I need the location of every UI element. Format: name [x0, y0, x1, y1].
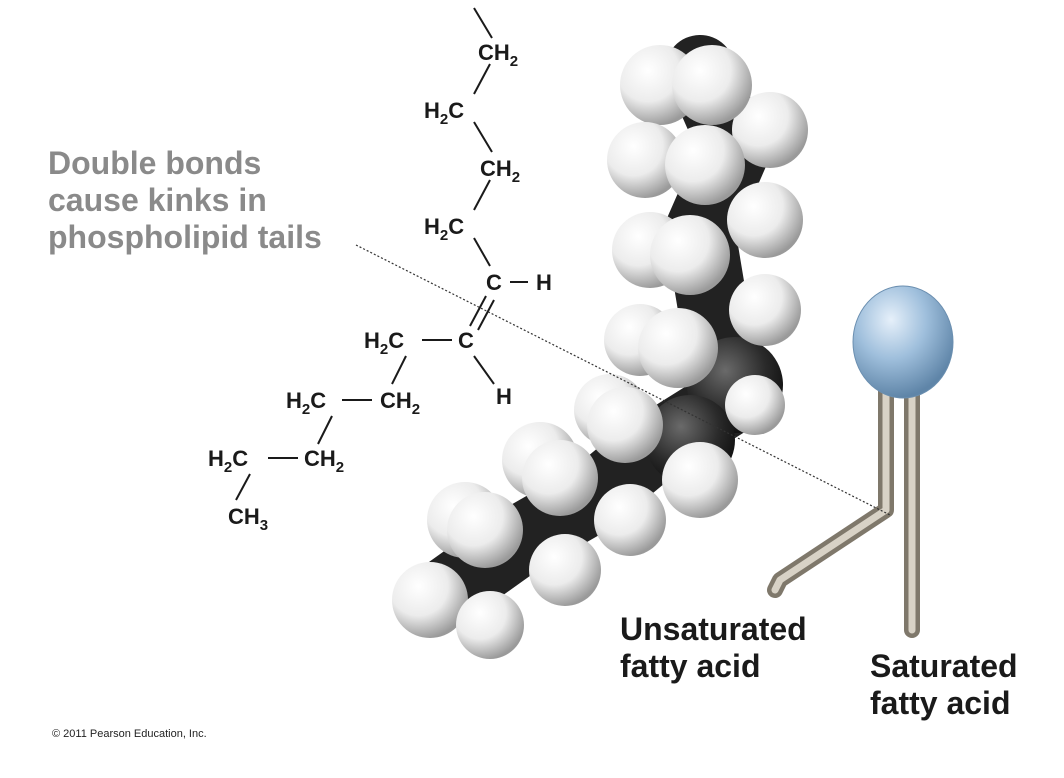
label-line: Saturated [870, 648, 1018, 684]
hydrogen-atom [729, 274, 801, 346]
bond [474, 356, 494, 384]
phospholipid-head [853, 286, 953, 398]
atom-label-h2c: $H_2C$ [208, 446, 249, 476]
atom-label-h2c: $H_2C$ [364, 328, 405, 358]
unsaturated-fatty-acid-label [620, 611, 807, 685]
atom-label-ch2: $CH_2$ [478, 40, 519, 70]
label-line: Unsaturated [620, 611, 807, 647]
atom-label-ch2: $CH_2$ [304, 446, 345, 476]
hydrogen-atom [665, 125, 745, 205]
phospholipid-icon [775, 286, 953, 630]
bond [474, 8, 492, 38]
callout-line: cause kinks in [48, 182, 267, 218]
hydrogen-atom [447, 492, 523, 568]
callout-line: phospholipid tails [48, 219, 322, 255]
callout-line: Double bonds [48, 145, 262, 181]
hydrogen-atom [672, 45, 752, 125]
saturated-fatty-acid-label [870, 648, 1018, 722]
atom-label-h2c: $H_2C$ [424, 214, 465, 244]
hydrogen-atom [727, 182, 803, 258]
bond [392, 356, 406, 384]
atom-label-ch2: $CH_2$ [380, 388, 421, 418]
bond [236, 474, 250, 500]
hydrogen-atom [594, 484, 666, 556]
atom-label-h2c: $H_2C$ [424, 98, 465, 128]
bond [474, 180, 490, 210]
unsaturated-tail [775, 390, 886, 590]
bond [474, 122, 492, 152]
label-line: fatty acid [620, 648, 761, 684]
hydrogen-atom [638, 308, 718, 388]
hydrogen-atom [725, 375, 785, 435]
atom-label-h2c: $H_2C$ [286, 388, 327, 418]
hydrogen-atom [529, 534, 601, 606]
bond [474, 238, 490, 266]
copyright-notice: © 2011 Pearson Education, Inc. [52, 728, 207, 740]
hydrogen-atom [587, 387, 663, 463]
atom-label-h: H [496, 384, 512, 409]
atom-label-c: C [486, 270, 502, 295]
hydrogen-atom [662, 442, 738, 518]
bond [318, 416, 332, 444]
hydrogen-atom [456, 591, 524, 659]
bond [474, 64, 490, 94]
hydrogen-atom [522, 440, 598, 516]
hydrogen-atom [650, 215, 730, 295]
double-bond-callout [48, 145, 322, 256]
structural-formula [208, 8, 552, 534]
unsaturated-tail-highlight [775, 390, 886, 590]
label-line: fatty acid [870, 685, 1011, 721]
atom-label-ch2: $CH_2$ [480, 156, 521, 186]
atom-label-ch3: $CH_3$ [228, 504, 269, 534]
space-filling-model [392, 45, 808, 659]
atom-label-h: H [536, 270, 552, 295]
atom-label-c: C [458, 328, 474, 353]
